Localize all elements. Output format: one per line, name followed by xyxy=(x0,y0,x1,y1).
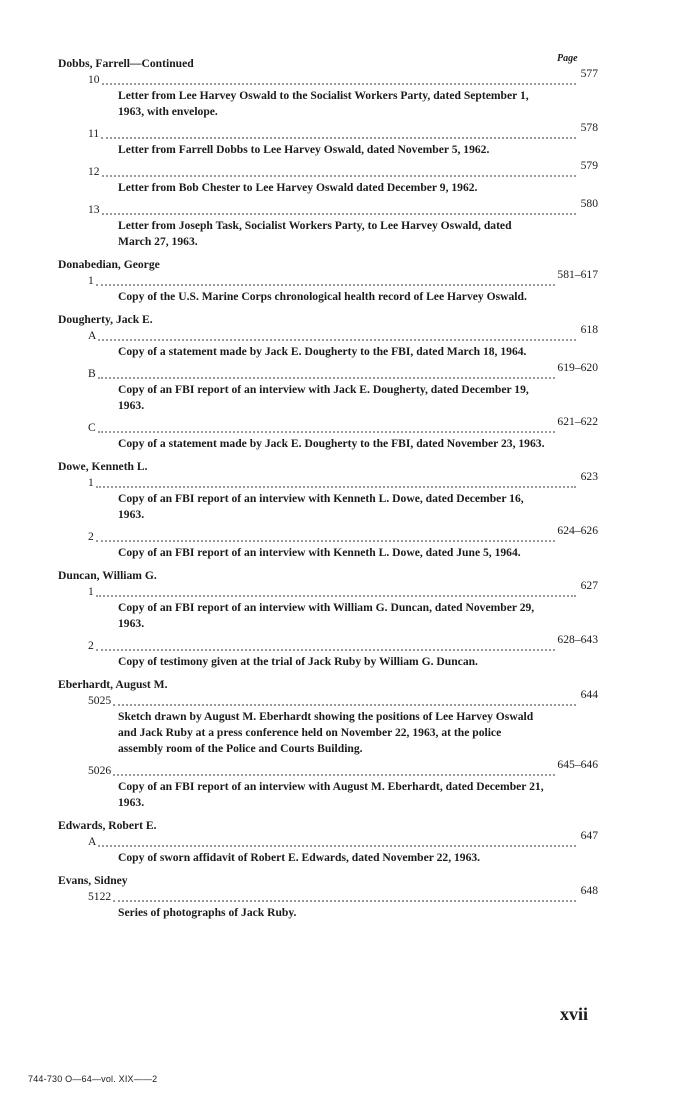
dot-leader xyxy=(102,174,576,177)
witness-name: Duncan, William G. xyxy=(58,569,157,582)
exhibit-row xyxy=(58,633,598,654)
exhibit-number: 11 xyxy=(88,127,100,140)
exhibit-item xyxy=(58,470,598,523)
exhibit-row xyxy=(58,829,598,850)
exhibit-number: 5122 xyxy=(88,890,112,903)
exhibit-item xyxy=(58,758,598,811)
exhibit-item xyxy=(58,361,598,414)
exhibit-row xyxy=(58,470,598,491)
exhibit-item xyxy=(58,579,598,632)
dot-leader xyxy=(96,594,576,597)
exhibit-description: Copy of the U.S. Marine Corps chronological health record of Lee Harvey Oswald. xyxy=(118,290,527,303)
exhibit-description: Copy of an FBI report of an interview with William G. Duncan, dated November 29, 1963. xyxy=(118,601,535,630)
exhibit-pages: 624–626 xyxy=(557,524,598,537)
dot-leader xyxy=(96,539,556,542)
exhibit-row xyxy=(58,688,598,709)
index-entry xyxy=(58,677,598,811)
exhibit-description: Copy of sworn affidavit of Robert E. Edwards, dated November 22, 1963. xyxy=(118,851,481,864)
dot-leader xyxy=(113,703,576,706)
witness-name: Dougherty, Jack E. xyxy=(58,313,153,326)
exhibit-row xyxy=(58,758,598,779)
exhibit-pages: 580 xyxy=(580,197,598,210)
witness-name: Dowe, Kenneth L. xyxy=(58,460,148,473)
index-entry xyxy=(58,818,598,866)
exhibit-pages: 647 xyxy=(580,829,598,842)
index-entry xyxy=(58,312,598,452)
exhibit-pages: 581–617 xyxy=(557,268,598,281)
exhibit-pages: 621–622 xyxy=(557,415,598,428)
exhibit-row xyxy=(58,524,598,545)
exhibit-description: Sketch drawn by August M. Eberhardt showing the positions of Lee Harvey Oswald and Jack Ruby at a press conference held on November 22, 1963, at the police assembly room of the Police and Courts Building. xyxy=(118,710,534,755)
exhibit-row xyxy=(58,268,598,289)
exhibit-description: Copy of a statement made by Jack E. Dougherty to the FBI, dated November 23, 1963. xyxy=(118,437,545,450)
exhibit-pages: 628–643 xyxy=(557,633,598,646)
exhibit-pages: 623 xyxy=(580,470,598,483)
exhibit-number: 12 xyxy=(88,165,100,178)
dot-leader xyxy=(96,648,556,651)
exhibit-row xyxy=(58,67,598,88)
exhibit-item xyxy=(58,197,598,250)
exhibit-description: Letter from Joseph Task, Socialist Workers Party, to Lee Harvey Oswald, dated March 27, 1963. xyxy=(118,219,512,248)
exhibit-pages: 578 xyxy=(580,121,598,134)
exhibit-pages: 627 xyxy=(580,579,598,592)
exhibit-row xyxy=(58,579,598,600)
exhibit-number: 1 xyxy=(88,476,94,489)
dot-leader xyxy=(98,376,556,379)
exhibit-item xyxy=(58,829,598,866)
exhibit-number: 13 xyxy=(88,203,100,216)
dot-leader xyxy=(102,212,576,215)
exhibit-number: 1 xyxy=(88,274,94,287)
exhibit-description: Copy of a statement made by Jack E. Dougherty to the FBI, dated March 18, 1964. xyxy=(118,345,527,358)
exhibit-row xyxy=(58,323,598,344)
exhibit-number: 1 xyxy=(88,585,94,598)
witness-name: Edwards, Robert E. xyxy=(58,819,157,832)
exhibit-item xyxy=(58,415,598,452)
exhibit-description: Copy of an FBI report of an interview with Kenneth L. Dowe, dated June 5, 1964. xyxy=(118,546,521,559)
exhibit-description: Series of photographs of Jack Ruby. xyxy=(118,906,297,919)
index-entry xyxy=(58,873,598,921)
dot-leader xyxy=(113,899,576,902)
dot-leader xyxy=(98,844,576,847)
exhibit-pages: 645–646 xyxy=(557,758,598,771)
exhibit-description: Copy of an FBI report of an interview with Jack E. Dougherty, dated December 19, 1963. xyxy=(118,383,529,412)
exhibit-pages: 644 xyxy=(580,688,598,701)
exhibit-description: Copy of testimony given at the trial of Jack Ruby by William G. Duncan. xyxy=(118,655,478,668)
dot-leader xyxy=(101,136,576,139)
exhibit-item xyxy=(58,633,598,670)
exhibit-number: 5025 xyxy=(88,694,112,707)
exhibit-item xyxy=(58,688,598,757)
exhibit-number: C xyxy=(88,421,96,434)
exhibit-description: Letter from Lee Harvey Oswald to the Socialist Workers Party, dated September 1, 1963, with envelope. xyxy=(118,89,529,118)
dot-leader xyxy=(96,283,556,286)
exhibit-item xyxy=(58,121,598,158)
index-entries xyxy=(58,56,598,928)
witness-name: Dobbs, Farrell—Continued xyxy=(58,57,194,70)
dot-leader xyxy=(113,773,555,776)
exhibit-pages: 579 xyxy=(580,159,598,172)
exhibit-item xyxy=(58,159,598,196)
exhibit-number: 5026 xyxy=(88,764,112,777)
exhibit-item xyxy=(58,268,598,305)
witness-name: Eberhardt, August M. xyxy=(58,678,168,691)
exhibit-description: Copy of an FBI report of an interview with Kenneth L. Dowe, dated December 16, 1963. xyxy=(118,492,524,521)
page-column-label: Page xyxy=(557,53,578,64)
exhibit-number: B xyxy=(88,367,96,380)
dot-leader xyxy=(98,338,576,341)
exhibit-number: A xyxy=(88,329,97,342)
index-entry xyxy=(58,568,598,670)
exhibit-pages: 577 xyxy=(580,67,598,80)
index-entry xyxy=(58,459,598,561)
exhibit-row xyxy=(58,884,598,905)
exhibit-row xyxy=(58,197,598,218)
page-number: xvii xyxy=(560,1004,589,1024)
exhibit-item xyxy=(58,524,598,561)
index-entry xyxy=(58,257,598,305)
witness-name: Donabedian, George xyxy=(58,258,160,271)
exhibit-description: Copy of an FBI report of an interview with August M. Eberhardt, dated December 21, 1963. xyxy=(118,780,544,809)
exhibit-number: 2 xyxy=(88,639,94,652)
exhibit-description: Letter from Farrell Dobbs to Lee Harvey Oswald, dated November 5, 1962. xyxy=(118,143,490,156)
witness-name: Evans, Sidney xyxy=(58,874,128,887)
exhibit-row xyxy=(58,159,598,180)
exhibit-description: Letter from Bob Chester to Lee Harvey Oswald dated December 9, 1962. xyxy=(118,181,478,194)
exhibit-item xyxy=(58,323,598,360)
exhibit-item xyxy=(58,67,598,120)
exhibit-pages: 618 xyxy=(580,323,598,336)
exhibit-pages: 619–620 xyxy=(557,361,598,374)
exhibit-number: 10 xyxy=(88,73,100,86)
exhibit-number: A xyxy=(88,835,97,848)
index-entry xyxy=(58,56,598,250)
exhibit-item xyxy=(58,884,598,921)
dot-leader xyxy=(96,485,576,488)
exhibit-number: 2 xyxy=(88,530,94,543)
dot-leader xyxy=(102,82,576,85)
exhibit-row xyxy=(58,361,598,382)
exhibit-row xyxy=(58,121,598,142)
dot-leader xyxy=(98,430,556,433)
exhibit-pages: 648 xyxy=(580,884,598,897)
exhibit-row xyxy=(58,415,598,436)
print-code-footer: 744-730 O—64—vol. XIX——2 xyxy=(28,1074,158,1084)
